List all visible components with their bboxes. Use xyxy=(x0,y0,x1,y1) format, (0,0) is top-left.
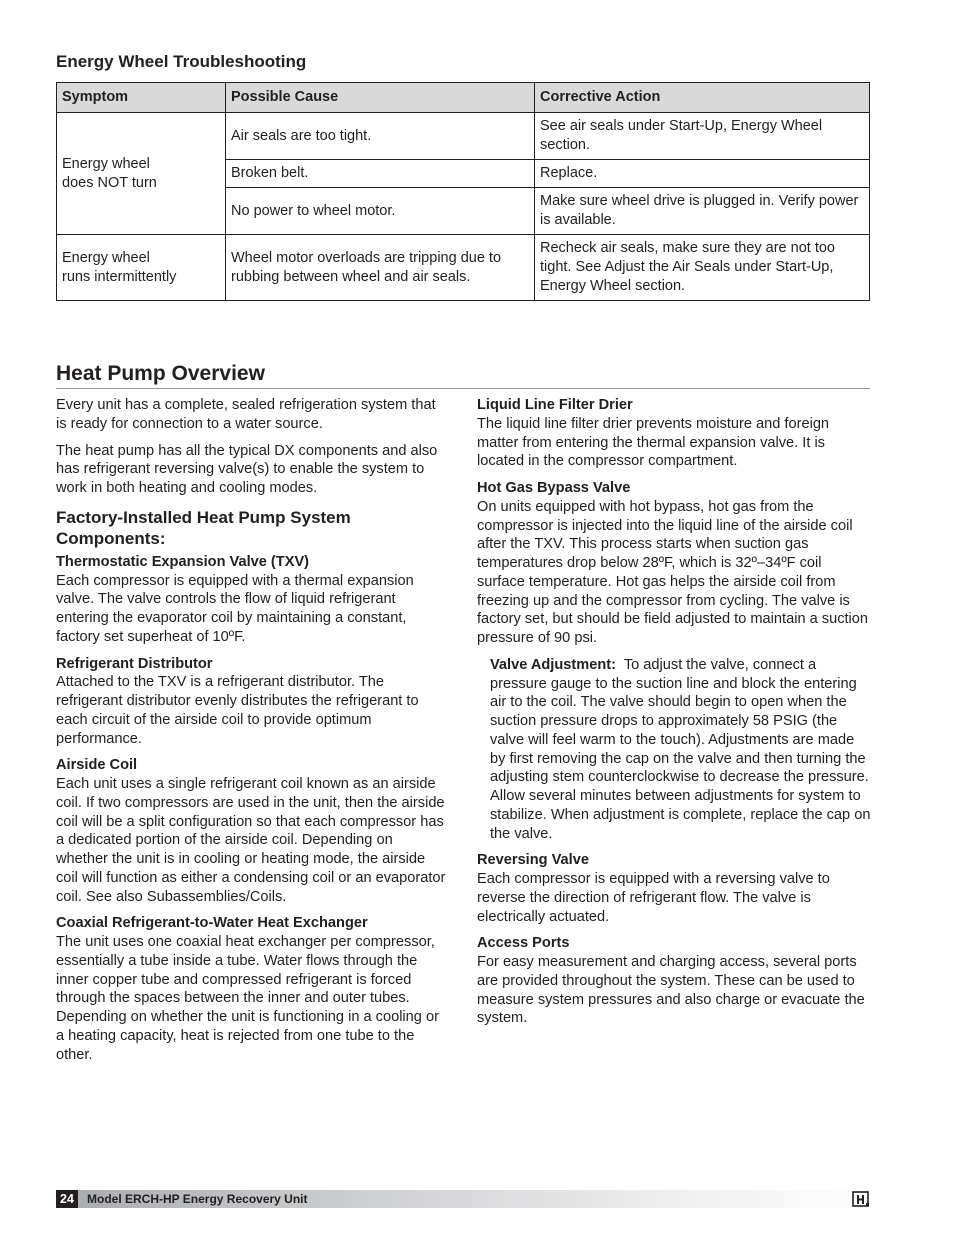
table-header-row xyxy=(57,83,870,113)
section-heading: Reversing Valve xyxy=(477,852,589,869)
section-text: Each compressor is equipped with a reversing valve to reverse the direction of refrigerant flow. The valve is electrically actuated. xyxy=(477,871,830,925)
heat-pump-overview-title: Heat Pump Overview xyxy=(56,362,265,385)
page-number: 24 xyxy=(56,1190,78,1208)
troubleshooting-table xyxy=(56,82,870,301)
action-cell: Make sure wheel drive is plugged in. Verify power is available. xyxy=(535,188,870,235)
action-cell: See air seals under Start-Up, Energy Wheel section. xyxy=(535,113,870,160)
section-text: The unit uses one coaxial heat exchanger per compressor, essentially a tube inside a tube. Water flows through the inner copper tube and compressed refrigerant is forced through the spaces between the inner and outer tubes. Depending on whether the unit is functioning in a cooling or a heating capacity, heat is rejected from one tube to the other. xyxy=(56,934,439,1063)
action-cell: Recheck air seals, make sure they are not too tight. See Adjust the Air Seals under Start-Up, Energy Wheel section. xyxy=(535,235,870,301)
filter-drier-section xyxy=(477,396,872,471)
section-text: Each unit uses a single refrigerant coil known as an airside coil. If two compressors are used in the unit, then the airside coil will be a split configuration so that each compressor has a dedicated portion of the airside coil. Depending on whether the unit is in cooling or heating mode, the airside coil will function as either a condensing coil or an evaporator coil. See also Subassemblies/Coils. xyxy=(56,776,446,905)
greenheck-logo-icon xyxy=(852,1191,870,1207)
txv-section xyxy=(56,553,448,647)
airside-coil-section xyxy=(56,756,448,906)
header-corrective-action: Corrective Action xyxy=(535,83,870,113)
section-text: For easy measurement and charging access, several ports are provided throughout the system. These can be used to measure system pressures and also charge or evacuate the system. xyxy=(477,954,865,1027)
troubleshooting-title: Energy Wheel Troubleshooting xyxy=(56,52,307,71)
section-heading: Access Ports xyxy=(477,935,570,952)
right-column xyxy=(477,396,872,1036)
valve-adjustment-block xyxy=(490,656,872,844)
section-heading: Airside Coil xyxy=(56,757,138,774)
cause-cell: Air seals are too tight. xyxy=(226,113,535,160)
section-heading: Thermostatic Expansion Valve (TXV) xyxy=(56,553,310,570)
intro-paragraph: Every unit has a complete, sealed refrigeration system that is ready for connection to a water source. xyxy=(56,397,436,432)
valve-adjustment-label: Valve Adjustment: xyxy=(490,656,616,673)
section-heading: Hot Gas Bypass Valve xyxy=(477,480,631,496)
cause-cell: No power to wheel motor. xyxy=(226,188,535,235)
reversing-valve-section xyxy=(477,851,872,926)
distributor-section xyxy=(56,655,448,749)
footer-title: Model ERCH-HP Energy Recovery Unit xyxy=(87,1192,308,1206)
table-row xyxy=(57,113,870,160)
header-symptom: Symptom xyxy=(57,83,226,113)
section-text: Attached to the TXV is a refrigerant distributor. The refrigerant distributor evenly distributes the refrigerant to each circuit of the airside coil to provide optimum performance. xyxy=(56,674,419,747)
coaxial-section xyxy=(56,914,448,1064)
cause-cell: Broken belt. xyxy=(226,160,535,188)
title-divider xyxy=(56,388,870,389)
section-text: Each compressor is equipped with a thermal expansion valve. The valve controls the flow of liquid refrigerant entering the evaporator coil by maintaining a constant, factory set superheat of 10ºF. xyxy=(56,572,414,645)
action-cell: Replace. xyxy=(535,160,870,188)
cause-cell: Wheel motor overloads are tripping due to rubbing between wheel and air seals. xyxy=(226,235,535,301)
section-heading: Coaxial Refrigerant-to-Water Heat Exchanger xyxy=(56,915,368,932)
symptom-cell: Energy wheel runs intermittently xyxy=(57,235,226,301)
section-heading: Refrigerant Distributor xyxy=(56,655,213,672)
table-row xyxy=(57,235,870,301)
section-text: The liquid line filter drier prevents moisture and foreign matter from entering the thermal expansion valve. It is located in the compressor compartment. xyxy=(477,415,830,470)
valve-adjustment-text: To adjust the valve, connect a pressure gauge to the suction line and block the entering air to the coil. The valve should begin to open when the suction pressure drops to approximately 58 PSIG (the valve will feel warm to the touch). Adjustments are made by first removing the cap on the valve and then turning the adjusting stem counterclockwise to decrease the pressure. Allow several minutes between adjustments for system to stabilize. When adjustment is complete, replace the cap on the valve. xyxy=(490,656,871,842)
symptom-cell: Energy wheel does NOT turn xyxy=(57,113,226,235)
access-ports-section xyxy=(477,934,872,1028)
hot-gas-bypass-section xyxy=(477,479,872,648)
left-column xyxy=(56,396,448,1072)
section-text: On units equipped with hot bypass, hot gas from the compressor is injected into the liquid line of the airside coil after the TXV. This process starts when suction gas temperatures drop below 28ºF, which is 32º–34ºF coil surface temperature. Hot gas helps the airside coil from freezing up and the compressor from cycling. The valve is factory set, but should be field adjusted to maintain a suction pressure of 90 psi. xyxy=(477,498,869,646)
components-heading: Factory-Installed Heat Pump System Components: xyxy=(56,507,351,548)
intro-paragraph: The heat pump has all the typical DX components and also has refrigerant reversing valve(s) to enable the system to work in both heating and cooling modes. xyxy=(56,442,438,496)
section-heading: Liquid Line Filter Drier xyxy=(477,397,633,413)
header-possible-cause: Possible Cause xyxy=(226,83,535,113)
